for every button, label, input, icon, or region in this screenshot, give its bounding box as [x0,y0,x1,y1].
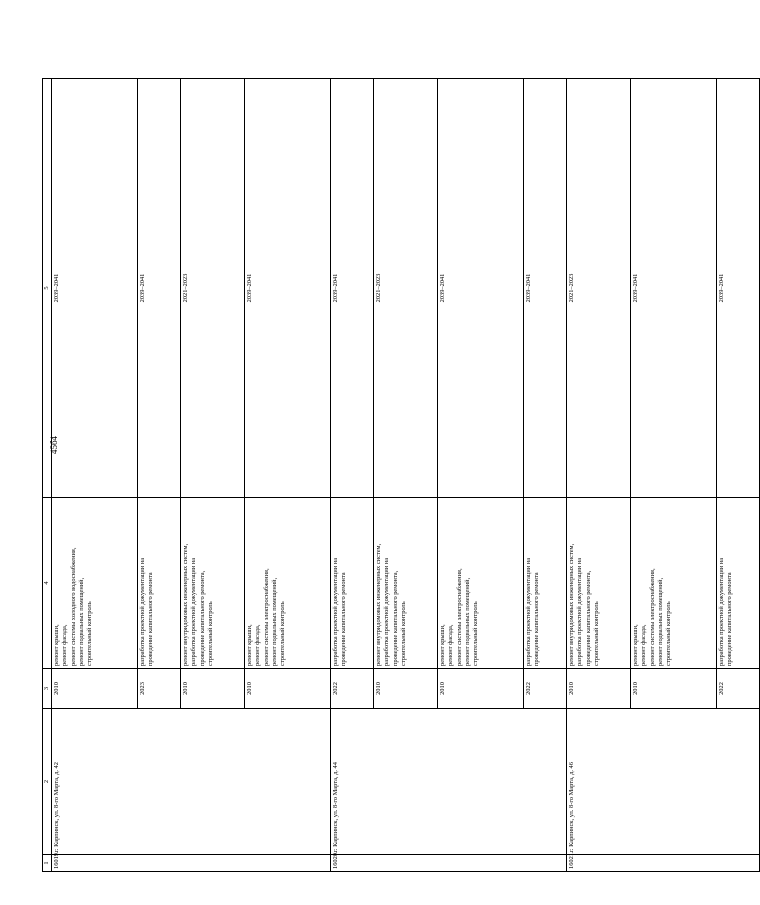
work-item: разработка проектной документации на [525,557,533,666]
work-item: проведение капитального ремонта, [391,570,399,666]
work-list-cell [631,498,717,669]
year-cell: 2022 [331,669,374,709]
period-cell: 2039–2041 [245,79,331,498]
period-cell: 2039–2041 [52,79,138,498]
work-item: ремонт фасада, [447,624,455,666]
entry-address: г. Карпинск, ул. 8-го Марта, д. 42 [52,709,331,855]
period-cell: 2039–2041 [438,79,524,498]
work-item: строительный контроль [472,601,480,666]
work-item: разработка проектной документации на [332,557,340,666]
header-col-4: 4 [43,498,52,669]
year-cell: 2010 [631,669,717,709]
work-item: строительный контроль [665,601,673,666]
period-cell: 2021–2023 [567,79,631,498]
work-list-cell [567,498,631,669]
work-item: строительный контроль [279,601,287,666]
work-item: ремонт крыши, [439,624,447,666]
year-cell: 2010 [52,669,138,709]
period-cell: 2039–2041 [524,79,567,498]
work-item: ремонт системы электроснабжения, [648,568,656,666]
work-item: разработка проектной документации на [190,557,198,666]
work-item: ремонт крыши, [53,624,61,666]
entry-address: г. Карпинск, ул. 8-го Марта, д. 46 [567,709,760,855]
year-cell: 2022 [717,669,760,709]
entry-address: г. Карпинск, ул. 8-го Марта, д. 44 [331,709,567,855]
work-list-cell [181,498,245,669]
entry-number: 16020. [331,855,567,872]
work-item: строительный контроль [399,601,407,666]
header-col-3: 3 [43,669,52,709]
page-number: 45б4 [49,435,59,455]
year-cell: 2010 [567,669,631,709]
period-cell: 2039–2041 [138,79,181,498]
work-list-cell [438,498,524,669]
period-cell: 2039–2041 [331,79,374,498]
work-item: ремонт фасада, [640,624,648,666]
work-item: проведение капитального ремонта [340,572,348,666]
work-item: проведение капитального ремонта [147,572,155,666]
work-item: проведение капитального ремонта [533,572,541,666]
work-item: ремонт внутридомовых инженерных систем, [568,543,576,666]
work-list-cell [52,498,138,669]
work-list-cell [524,498,567,669]
work-item: строительный контроль [592,601,600,666]
work-item: ремонт внутридомовых инженерных систем, [375,543,383,666]
work-item: разработка проектной документации на [718,557,726,666]
year-cell: 2010 [374,669,438,709]
work-item: проведение капитального ремонта, [198,570,206,666]
period-cell: 2039–2041 [717,79,760,498]
work-item: ремонт системы электроснабжения, [262,568,270,666]
work-item: ремонт подвальных помещений, [656,577,664,666]
entry-number: 16019. [52,855,331,872]
work-item: ремонт системы холодного водоснабжения, [69,547,77,666]
repair-schedule-table [42,78,760,872]
year-cell: 2010 [245,669,331,709]
work-list-cell [374,498,438,669]
year-cell: 2023 [138,669,181,709]
rotated-table-container [42,79,734,872]
work-item: ремонт крыши, [632,624,640,666]
year-cell: 2010 [438,669,524,709]
period-cell: 2021–2023 [374,79,438,498]
work-item: ремонт подвальных помещений, [270,577,278,666]
work-item: разработка проектной документации на [139,557,147,666]
work-item: ремонт фасада, [61,624,69,666]
work-item: разработка проектной документации на [383,557,391,666]
table-row [331,79,374,872]
work-item: проведение капитального ремонта [726,572,734,666]
work-list-cell [717,498,760,669]
entry-number: 16021. [567,855,760,872]
period-cell: 2039–2041 [631,79,717,498]
table-row [567,79,631,872]
table-header-row [43,79,52,872]
work-item: ремонт системы электроснабжения, [455,568,463,666]
work-list-cell [245,498,331,669]
period-cell: 2021–2023 [181,79,245,498]
work-item: ремонт внутридомовых инженерных систем, [182,543,190,666]
work-list-cell [331,498,374,669]
work-item: ремонт крыши, [246,624,254,666]
year-cell: 2010 [181,669,245,709]
work-list-cell [138,498,181,669]
header-col-5: 5 [43,79,52,498]
work-item: строительный контроль [86,601,94,666]
work-item: ремонт фасада, [254,624,262,666]
header-col-2: 2 [43,709,52,855]
work-item: разработка проектной документации на [576,557,584,666]
table-row [52,79,138,872]
work-item: ремонт подвальных помещений, [77,577,85,666]
work-item: проведение капитального ремонта, [584,570,592,666]
header-col-1: 1 [43,855,52,872]
year-cell: 2022 [524,669,567,709]
work-item: строительный контроль [206,601,214,666]
work-item: ремонт подвальных помещений, [463,577,471,666]
